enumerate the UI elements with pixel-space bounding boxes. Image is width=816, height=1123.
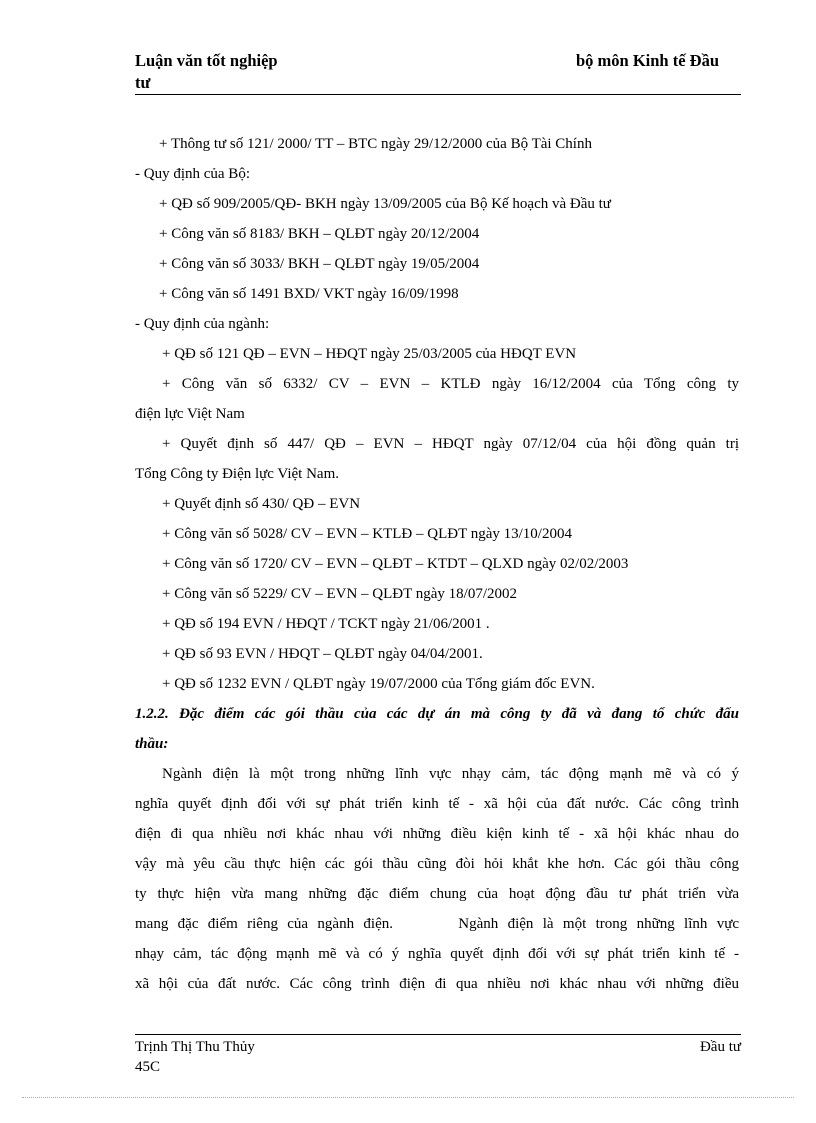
paragraph-line: nhạy cảm, tác động mạnh mẽ và có ý nghĩa quyết định đối với sự phát triển kinh tế -	[135, 946, 739, 962]
regulation-item: + QĐ số 194 EVN / HĐQT / TCKT ngày 21/06/2001 .	[162, 616, 490, 632]
regulation-group-heading: - Quy định của ngành:	[135, 316, 270, 332]
header-department: bộ môn Kinh tế Đầu	[575, 51, 719, 70]
section-heading-cont: thầu:	[135, 736, 169, 752]
page-header	[135, 48, 741, 95]
regulation-item: + Quyết định số 430/ QĐ – EVN	[162, 496, 361, 512]
regulation-item: + QĐ số 93 EVN / HĐQT – QLĐT ngày 04/04/2001.	[162, 646, 483, 662]
page-bottom-divider	[22, 1097, 794, 1098]
document-body	[135, 129, 739, 999]
author-name: Trịnh Thị Thu Thủy	[135, 1039, 255, 1055]
paragraph-line: vậy mà yêu cầu thực hiện các gói thầu cũng đòi hỏi khắt khe hơn. Các gói thầu công	[135, 856, 739, 872]
regulation-item: + Công văn số 1720/ CV – EVN – QLĐT – KTDT – QLXD ngày 02/02/2003	[162, 556, 629, 572]
regulation-item: + Công văn số 5229/ CV – EVN – QLĐT ngày 18/07/2002	[162, 586, 517, 602]
paragraph-line: nghĩa quyết định đối với sự phát triển kinh tế - xã hội của đất nước. Các công trình	[135, 796, 739, 812]
regulation-item: + Công văn số 8183/ BKH – QLĐT ngày 20/12/2004	[159, 226, 480, 242]
regulation-item: + Thông tư số 121/ 2000/ TT – BTC ngày 29/12/2000 của Bộ Tài Chính	[159, 136, 592, 152]
regulation-item: + Công văn số 5028/ CV – EVN – KTLĐ – QLĐT ngày 13/10/2004	[162, 526, 572, 542]
regulation-item: + QĐ số 909/2005/QĐ- BKH ngày 13/09/2005 của Bộ Kế hoạch và Đầu tư	[159, 196, 611, 212]
section-heading: 1.2.2. Đặc điểm các gói thầu của các dự án mà công ty đã và đang tổ chức đấu	[135, 706, 739, 722]
paragraph-line: điện đi qua nhiều nơi khác nhau với những điều kiện kinh tế - xã hội khác nhau do	[135, 826, 739, 842]
header-left	[135, 50, 365, 94]
regulation-item: + Công văn số 3033/ BKH – QLĐT ngày 19/05/2004	[159, 256, 480, 272]
regulation-item: + Công văn số 1491 BXD/ VKT ngày 16/09/1998	[159, 286, 459, 302]
regulation-item: + Quyết định số 447/ QĐ – EVN – HĐQT ngày 07/12/04 của hội đồng quản trị	[162, 436, 739, 452]
paragraph-line: Ngành điện là một trong những lĩnh vực nhạy cảm, tác động mạnh mẽ và có ý	[162, 766, 739, 782]
regulation-group-heading: - Quy định của Bộ:	[135, 166, 250, 182]
paragraph-line: xã hội của đất nước. Các công trình điện đi qua nhiều nơi khác nhau với những điều	[135, 976, 739, 992]
paragraph-line: ty thực hiện vừa mang những đặc điểm chung của hoạt động đầu tư phát triển vừa	[135, 886, 739, 902]
author-class: 45C	[135, 1059, 161, 1075]
regulation-item: + QĐ số 121 QĐ – EVN – HĐQT ngày 25/03/2005 của HĐQT EVN	[162, 346, 577, 362]
regulation-item-cont: điện lực Việt Nam	[135, 406, 245, 422]
header-thesis-title-cont: tư	[135, 73, 151, 92]
header-thesis-title: Luận văn tốt nghiệp	[135, 51, 278, 70]
regulation-item: + QĐ số 1232 EVN / QLĐT ngày 19/07/2000 của Tổng giám đốc EVN.	[162, 676, 595, 692]
regulation-item: + Công văn số 6332/ CV – EVN – KTLĐ ngày 16/12/2004 của Tổng công ty	[162, 376, 739, 392]
page-footer	[135, 1034, 741, 1075]
regulation-item-cont: Tổng Công ty Điện lực Việt Nam.	[135, 466, 340, 482]
footer-author	[135, 1037, 255, 1077]
footer-major: Đầu tư	[699, 1039, 741, 1055]
paragraph-line: mang đặc điểm riêng của ngành điện. Ngành điện là một trong những lĩnh vực	[135, 916, 739, 932]
